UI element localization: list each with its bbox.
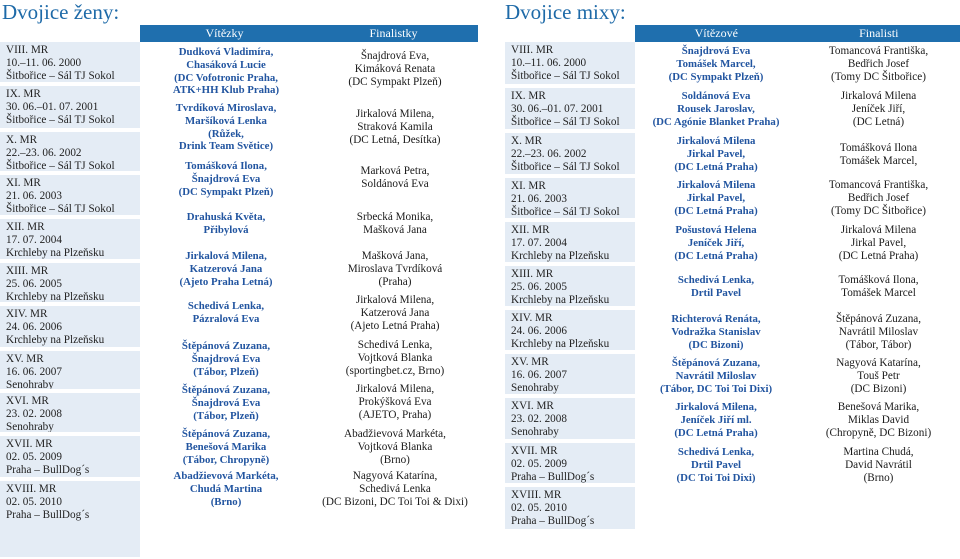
winners-line: (DC Sympakt Plzeň) (178, 185, 274, 198)
finalists-line: Marková Petra, (360, 165, 430, 177)
winners-line: Jirkalová Milena (676, 135, 756, 147)
events-line: Praha – BullDog´s (511, 514, 595, 527)
event-cell (505, 133, 635, 174)
winners-line: Schedivá Lenka, (187, 300, 265, 312)
events-line: XI. MR (6, 177, 41, 189)
winner-pair (635, 90, 797, 128)
events-line: 16. 06. 2007 (511, 368, 567, 381)
finalists-line: (DC Sympakt Plzeň) (348, 75, 442, 88)
finalists-line: Touš Petr (857, 369, 900, 382)
winners-header: Vítězové (694, 26, 738, 40)
finalists-line: (Brno) (380, 453, 410, 466)
finalist-pair (312, 470, 478, 508)
finalist-pair (797, 446, 960, 484)
winners-line: Chasáková Lucie (186, 58, 266, 71)
winners-line: (DC Toi Toi Dixi) (676, 471, 756, 484)
events-line: XVII. MR (511, 445, 558, 457)
events-line: Šitbořice – Sál TJ Sokol (6, 69, 115, 82)
events-line: XIV. MR (511, 312, 553, 324)
winners-line: Schedivá Lenka, (677, 274, 755, 286)
event-cell (0, 481, 140, 557)
events-line: VIII. MR (6, 44, 49, 56)
winner-pair (140, 470, 312, 508)
finalists-line: Straková Kamila (357, 120, 433, 133)
winners-line: (DC Bizoni) (688, 338, 744, 351)
winner-pair (140, 102, 312, 153)
finalist-pair (312, 50, 478, 88)
finalists-line: Prokýšková Eva (358, 395, 432, 408)
mixed-table-header (635, 25, 960, 42)
events-line: XV. MR (6, 353, 44, 365)
events-line: 17. 07. 2004 (511, 236, 567, 249)
finalist-pair (312, 211, 478, 237)
events-line: 02. 05. 2009 (6, 450, 62, 463)
finalists-line: Vojtková Blanka (357, 351, 433, 364)
winners-line: Šnajdrová Eva (681, 45, 751, 57)
finalists-line: Tomancová Františka, (828, 179, 929, 191)
events-line: Šitbořice – Sál TJ Sokol (511, 205, 620, 218)
finalists-line: Navrátil Miloslav (838, 325, 919, 338)
finalists-line: Jirkalová Milena (840, 224, 917, 236)
events-line: IX. MR (6, 88, 41, 100)
winners-line: (DC Vofotronic Praha, (174, 71, 278, 84)
finalists-line: (Tomy DC Šitbořice) (831, 204, 926, 217)
winners-line: Dudková Vladimíra, (178, 46, 274, 58)
finalist-pair (312, 339, 478, 377)
finalists-line: Vojtková Blanka (357, 440, 433, 453)
events-line: 25. 06. 2005 (6, 277, 62, 290)
finalist-pair (312, 165, 478, 191)
events-line: XIII. MR (6, 265, 49, 277)
winner-pair (635, 179, 797, 217)
events-line: Praha – BullDog´s (6, 463, 90, 476)
event-cell (0, 132, 140, 171)
finalist-pair (312, 383, 478, 421)
winners-line: Schedivá Lenka, (677, 446, 755, 458)
finalists-line: Jirkalová Milena, (355, 383, 435, 395)
winner-pair (635, 446, 797, 484)
events-line: 30. 06.–01. 07. 2001 (511, 102, 604, 115)
finalist-pair (797, 401, 960, 439)
winners-line: Rousek Jaroslav, (677, 102, 755, 115)
event-cell (0, 219, 140, 259)
events-line: 02. 05. 2009 (511, 457, 567, 470)
winners-line: (DC Sympakt Plzeň) (668, 70, 764, 83)
winner-pair (140, 340, 312, 378)
winners-line: (Růžek, (208, 127, 244, 140)
events-line: 21. 06. 2003 (6, 189, 62, 202)
events-line: X. MR (511, 135, 543, 147)
events-line: Krchleby na Plzeňsku (511, 293, 610, 306)
events-line: 16. 06. 2007 (6, 365, 62, 378)
events-line: Šitbořice – Sál TJ Sokol (511, 160, 620, 173)
finalists-line: Jeníček Jiří, (851, 102, 906, 115)
events-line: X. MR (6, 134, 38, 146)
finalist-pair (797, 274, 960, 300)
winner-pair (140, 46, 312, 97)
finalists-line: (Chropyně, DC Bizoni) (825, 426, 932, 439)
finalist-pair (797, 357, 960, 395)
winners-line: Abadžievová Markéta, (173, 470, 279, 482)
events-line: 25. 06. 2005 (511, 280, 567, 293)
winners-line: Drtil Pavel (690, 286, 742, 299)
finalists-line: Tomášková Ilona, (838, 274, 919, 286)
events-line: 24. 06. 2006 (511, 324, 567, 337)
winners-line: (DC Letná Praha) (674, 426, 758, 439)
finalists-line: Schedivá Lenka, (357, 339, 433, 351)
event-cell (0, 393, 140, 432)
events-line: Krchleby na Plzeňsku (511, 249, 610, 262)
finalist-pair (797, 313, 960, 351)
events-line: Praha – BullDog´s (6, 508, 90, 521)
finalists-line: Tomášek Marcel (841, 286, 916, 299)
events-line: XIII. MR (511, 268, 554, 280)
event-cell (505, 354, 635, 394)
finalists-line: Jirkalová Milena, (355, 108, 435, 120)
events-line: 21. 06. 2003 (511, 192, 567, 205)
finalists-line: (DC Letná) (852, 115, 905, 128)
events-line: Šitbořice – Sál TJ Sokol (511, 69, 620, 82)
events-line: Krchleby na Plzeňsku (6, 333, 105, 346)
events-line: 02. 05. 2010 (511, 501, 567, 514)
winners-line: Jirkal Pavel, (686, 147, 746, 160)
event-cell (505, 178, 635, 218)
winners-line: (DC Letná Praha) (674, 204, 758, 217)
finalists-line: (DC Bizoni) (850, 382, 907, 395)
winners-line: Štěpánová Zuzana, (181, 384, 271, 396)
finalists-line: (AJETO, Praha) (358, 408, 432, 421)
finalists-line: Abadžievová Markéta, (344, 428, 446, 440)
finalist-pair (797, 224, 960, 262)
events-line: Šitbořice – Sál TJ Sokol (6, 159, 115, 171)
winners-line: Drink Team Světice) (178, 140, 274, 153)
winner-pair (140, 250, 312, 288)
finalists-line: (Brno) (863, 471, 894, 484)
events-line: 30. 06.–01. 07. 2001 (6, 100, 99, 113)
finalist-pair (797, 45, 960, 83)
winners-line: Soldánová Eva (681, 90, 751, 102)
winners-line: Pázralová Eva (192, 312, 260, 325)
events-line: Šitbořice – Sál TJ Sokol (6, 113, 115, 126)
winners-line: Navrátil Miloslav (675, 369, 757, 382)
finalists-line: Jirkalová Milena (840, 90, 917, 102)
finalist-pair (312, 108, 478, 146)
winners-line: Štěpánová Zuzana, (181, 428, 271, 440)
event-cell (505, 88, 635, 129)
finalists-line: (DC Letná, Desítka) (349, 133, 441, 146)
event-cell (0, 263, 140, 302)
events-line: 17. 07. 2004 (6, 233, 62, 246)
events-line: 22.–23. 06. 2002 (511, 147, 587, 160)
finalists-line: Srbecká Monika, (356, 211, 434, 223)
finalists-line: Mašková Jana (363, 223, 427, 236)
finalist-pair (312, 428, 478, 466)
finalist-pair (797, 90, 960, 128)
winner-pair (140, 160, 312, 198)
finalists-line: Jirkal Pavel, (850, 236, 907, 249)
finalists-line: Tomášková Ilona (839, 142, 918, 154)
events-line: 23. 02. 2008 (511, 412, 567, 425)
finalist-pair (312, 294, 478, 332)
event-cell (505, 487, 635, 529)
events-line: Krchleby na Plzeňsku (6, 246, 105, 259)
event-cell (0, 436, 140, 477)
winner-pair (635, 274, 797, 300)
finalists-line: (Ajeto Letná Praha) (350, 319, 440, 332)
finalists-line: Soldánová Eva (361, 177, 429, 190)
winner-pair (635, 401, 797, 439)
event-cell (0, 306, 140, 347)
events-line: XII. MR (511, 224, 550, 236)
winner-pair (635, 313, 797, 351)
finalist-pair (797, 142, 960, 168)
winners-line: Šnajdrová Eva (191, 172, 261, 185)
winners-line: (Tábor, Chropyně) (182, 453, 270, 466)
winners-line: Štěpánová Zuzana, (181, 340, 271, 352)
events-line: 23. 02. 2008 (6, 407, 62, 420)
events-line: XV. MR (511, 356, 549, 368)
winners-line: (Brno) (210, 495, 242, 508)
winners-line: Jirkalová Milena, (675, 401, 757, 413)
winner-pair (635, 357, 797, 395)
winners-line: Jirkalová Milena, (185, 250, 267, 262)
finalists-line: (Praha) (378, 275, 412, 288)
finalists-header: Finalisti (859, 26, 899, 40)
finalist-pair (312, 250, 478, 288)
winner-pair (635, 224, 797, 262)
events-line: 22.–23. 06. 2002 (6, 146, 82, 159)
winners-line: Drtil Pavel (690, 458, 742, 471)
finalists-line: Miklas David (847, 413, 910, 426)
winners-line: Pošustová Helena (675, 224, 757, 236)
events-line: VIII. MR (511, 44, 554, 56)
winners-line: Jirkal Pavel, (686, 191, 746, 204)
finalists-line: Jirkalová Milena, (355, 294, 435, 306)
finalists-line: Tomášek Marcel, (839, 154, 918, 167)
events-line: XII. MR (6, 221, 45, 233)
events-line: 10.–11. 06. 2000 (511, 56, 587, 69)
winners-line: Chudá Martina (189, 482, 263, 495)
events-line: Šitbořice – Sál TJ Sokol (6, 202, 115, 215)
events-line: XI. MR (511, 180, 546, 192)
events-line: XVIII. MR (511, 489, 562, 501)
winners-line: Drahuská Květa, (186, 211, 266, 223)
events-line: XVII. MR (6, 438, 53, 450)
events-line: XVI. MR (511, 400, 554, 412)
event-cell (0, 175, 140, 215)
event-cell (505, 398, 635, 439)
event-cell (0, 351, 140, 389)
winners-line: Tomášková Ilona, (185, 160, 267, 172)
winners-line: Jeníček Jiří, (687, 236, 745, 249)
event-cell (505, 266, 635, 306)
events-line: XVIII. MR (6, 483, 57, 495)
winners-line: Katzerová Jana (189, 262, 263, 275)
finalists-line: Šnajdrová Eva, (360, 50, 430, 62)
winners-line: Štěpánová Zuzana, (671, 357, 761, 369)
finalists-line: Schedivá Lenka (359, 482, 431, 495)
events-line: 24. 06. 2006 (6, 320, 62, 333)
finalists-line: Miroslava Tvrdíková (347, 262, 443, 275)
events-line: Senohraby (6, 420, 54, 432)
finalists-line: Tomancová Františka, (828, 45, 929, 57)
winners-line: Benešová Marika (185, 440, 267, 453)
winners-line: Vodražka Stanislav (671, 325, 761, 338)
events-line: Senohraby (511, 381, 559, 394)
winners-line: (DC Agónie Blanket Praha) (652, 115, 780, 128)
winners-line: Šnajdrová Eva (191, 396, 261, 409)
winners-line: (Tábor, Plzeň) (193, 409, 259, 422)
events-line: Krchleby na Plzeňsku (511, 337, 610, 350)
finalist-pair (797, 179, 960, 217)
events-line: Šitbořice – Sál TJ Sokol (511, 115, 620, 128)
event-cell (505, 310, 635, 350)
winners-line: Přibylová (203, 223, 249, 236)
finalists-line: Katzerová Jana (360, 306, 430, 319)
winners-line: Tomášek Marcel, (676, 57, 756, 70)
winner-pair (140, 300, 312, 326)
event-cell (505, 222, 635, 262)
finalists-line: (sportingbet.cz, Brno) (345, 364, 445, 377)
event-cell (505, 42, 635, 84)
events-line: Praha – BullDog´s (511, 470, 595, 483)
finalists-line: Mašková Jana, (361, 250, 429, 262)
winners-line: Jirkalová Milena (676, 179, 756, 191)
winner-pair (140, 384, 312, 422)
finalists-line: Bedřich Josef (847, 57, 910, 70)
winners-line: ATK+HH Klub Praha) (172, 84, 280, 97)
events-line: Krchleby na Plzeňsku (6, 290, 105, 302)
winner-pair (635, 135, 797, 173)
winners-line: (Tábor, Plzeň) (193, 365, 259, 378)
finalists-line: Martina Chudá, (843, 446, 914, 458)
finalists-line: Benešová Marika, (837, 401, 920, 413)
events-line: 10.–11. 06. 2000 (6, 56, 82, 69)
events-line: XVI. MR (6, 395, 49, 407)
winners-line: Richterová Renáta, (671, 313, 761, 325)
winners-header: Vítězky (205, 26, 244, 40)
finalists-line: (DC Bizoni, DC Toi Toi & Dixi) (322, 495, 468, 508)
finalists-line: David Navrátil (845, 458, 912, 471)
winner-pair (635, 45, 797, 83)
winners-line: (DC Letná Praha) (674, 160, 758, 173)
winners-line: Tvrdíková Miroslava, (175, 102, 277, 114)
finalists-header: Finalistky (369, 26, 418, 40)
events-line: Senohraby (6, 378, 54, 389)
winners-line: Šnajdrová Eva (191, 352, 261, 365)
finalists-line: Nagyová Katarína, (836, 357, 921, 369)
event-cell (505, 443, 635, 483)
winners-line: (DC Letná Praha) (674, 249, 758, 262)
event-cell (0, 86, 140, 128)
finalists-line: Kimáková Renata (354, 62, 436, 75)
winners-line: Maršíková Lenka (185, 114, 267, 127)
finalists-line: Štěpánová Zuzana, (835, 313, 922, 325)
finalists-line: Nagyová Katarína, (352, 470, 438, 482)
event-cell (0, 42, 140, 82)
mixed-doubles-title: Dvojice mixy: (505, 0, 626, 24)
events-line: XIV. MR (6, 308, 48, 320)
winners-line: Jeníček Jiří ml. (680, 413, 752, 426)
events-line: Senohraby (511, 425, 559, 438)
events-line: 02. 05. 2010 (6, 495, 62, 508)
events-line: IX. MR (511, 90, 546, 102)
winners-line: (Ajeto Praha Letná) (179, 275, 273, 288)
finalists-line: (Tomy DC Šitbořice) (831, 70, 926, 83)
women-table-header (140, 25, 478, 42)
winner-pair (140, 211, 312, 237)
winner-pair (140, 428, 312, 466)
winners-line: (Tábor, DC Toi Toi Dixi) (659, 382, 773, 395)
finalists-line: Bedřich Josef (847, 191, 910, 204)
finalists-line: (Tábor, Tábor) (845, 338, 912, 351)
finalists-line: (DC Letná Praha) (838, 249, 919, 262)
women-doubles-title: Dvojice ženy: (2, 0, 120, 24)
